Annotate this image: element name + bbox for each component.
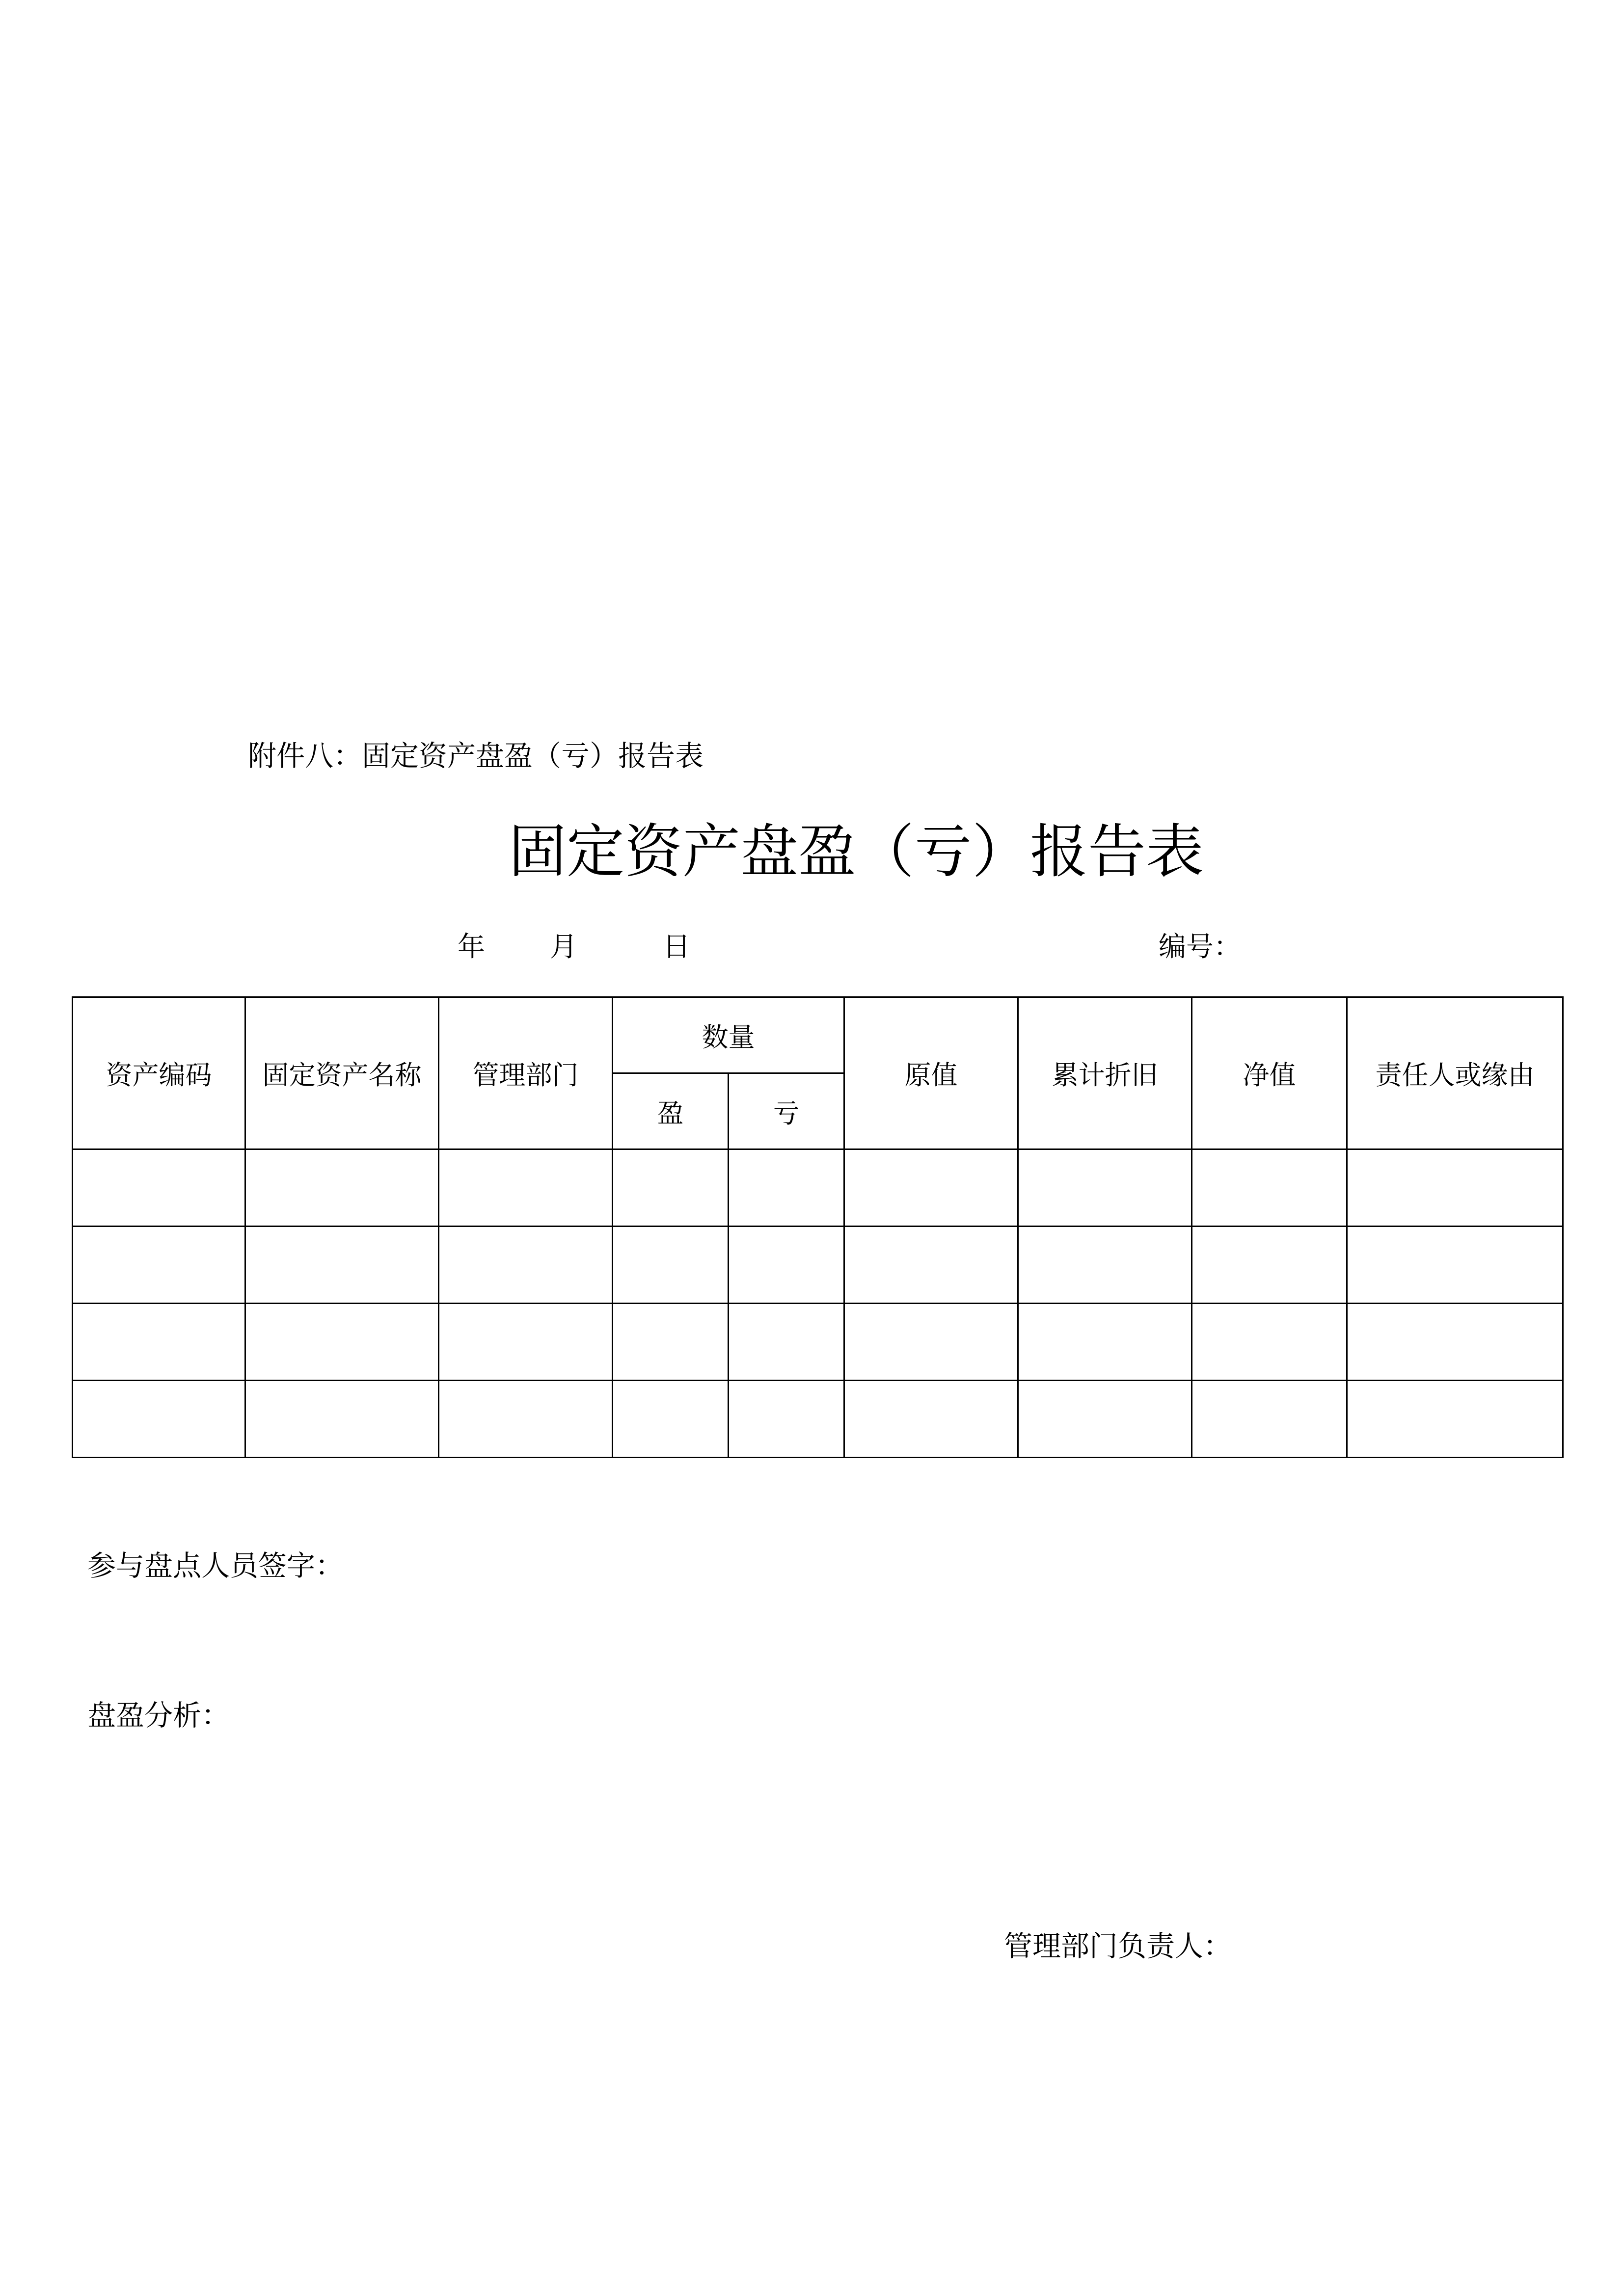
table-cell[interactable] — [73, 1381, 245, 1458]
date-year-label: 年 — [458, 931, 485, 963]
table-cell[interactable] — [613, 1381, 729, 1458]
table-cell[interactable] — [729, 1381, 844, 1458]
table-cell[interactable] — [73, 1149, 245, 1227]
table-cell[interactable] — [245, 1381, 439, 1458]
table-cell[interactable] — [1018, 1381, 1192, 1458]
table-cell[interactable] — [613, 1304, 729, 1381]
table-cell[interactable] — [729, 1149, 844, 1227]
table-row — [73, 1149, 1563, 1227]
table-cell[interactable] — [1018, 1149, 1192, 1227]
header-original-value: 原值 — [844, 997, 1018, 1149]
header-asset-name: 固定资产名称 — [245, 997, 439, 1149]
table-cell[interactable] — [245, 1304, 439, 1381]
header-surplus: 盈 — [613, 1073, 729, 1149]
table-cell[interactable] — [73, 1227, 245, 1304]
page-title: 固定资产盘盈（亏）报告表 — [508, 818, 1204, 885]
serial-number-label: 编号： — [1159, 931, 1241, 963]
table-cell[interactable] — [439, 1381, 613, 1458]
table-cell[interactable] — [613, 1227, 729, 1304]
table-cell[interactable] — [1347, 1304, 1563, 1381]
table-cell[interactable] — [1347, 1227, 1563, 1304]
table-cell[interactable] — [613, 1149, 729, 1227]
table-cell[interactable] — [1192, 1149, 1347, 1227]
table-row — [73, 1381, 1563, 1458]
table-cell[interactable] — [1018, 1227, 1192, 1304]
table-cell[interactable] — [1347, 1381, 1563, 1458]
table-cell[interactable] — [1192, 1304, 1347, 1381]
table-cell[interactable] — [844, 1149, 1018, 1227]
table-cell[interactable] — [1192, 1381, 1347, 1458]
analysis-label: 盘盈分析： — [87, 1699, 230, 1732]
header-responsible: 责任人或缘由 — [1347, 997, 1563, 1149]
manager-signature-label: 管理部门负责人： — [1004, 1929, 1232, 1963]
header-accumulated-depreciation: 累计折旧 — [1018, 997, 1192, 1149]
table-cell[interactable] — [439, 1227, 613, 1304]
table-cell[interactable] — [1347, 1149, 1563, 1227]
table-cell[interactable] — [439, 1304, 613, 1381]
table-cell[interactable] — [844, 1304, 1018, 1381]
table-cell[interactable] — [844, 1381, 1018, 1458]
header-department: 管理部门 — [439, 997, 613, 1149]
header-quantity: 数量 — [613, 997, 844, 1073]
table-cell[interactable] — [1192, 1227, 1347, 1304]
header-net-value: 净值 — [1192, 997, 1347, 1149]
table-row — [73, 1304, 1563, 1381]
header-asset-code: 资产编码 — [73, 997, 245, 1149]
table-cell[interactable] — [245, 1149, 439, 1227]
table-cell[interactable] — [1018, 1304, 1192, 1381]
table-cell[interactable] — [73, 1304, 245, 1381]
table-cell[interactable] — [439, 1149, 613, 1227]
table-row — [73, 1227, 1563, 1304]
date-day-label: 日 — [663, 931, 690, 963]
attachment-label: 附件八：固定资产盘盈（亏）报告表 — [248, 739, 704, 773]
header-loss: 亏 — [729, 1073, 844, 1149]
signers-label: 参与盘点人员签字： — [87, 1549, 344, 1582]
table-cell[interactable] — [729, 1304, 844, 1381]
date-month-label: 月 — [550, 931, 577, 963]
table-cell[interactable] — [844, 1227, 1018, 1304]
table-cell[interactable] — [245, 1227, 439, 1304]
table-cell[interactable] — [729, 1227, 844, 1304]
report-table — [72, 996, 1564, 1458]
